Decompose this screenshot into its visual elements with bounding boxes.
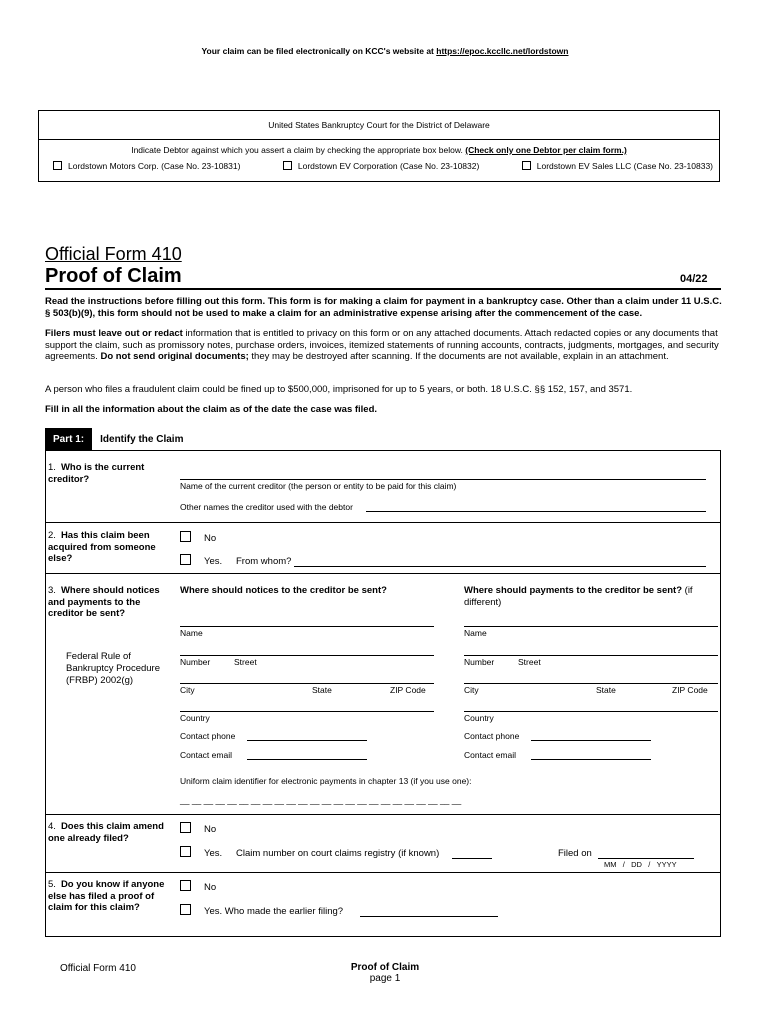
notice-city-line[interactable] — [180, 683, 434, 684]
notices-heading: Where should notices to the creditor be sent? — [180, 585, 387, 596]
footer-form-number: Official Form 410 — [60, 963, 136, 974]
from-whom-line[interactable] — [294, 566, 706, 567]
q2-yes-label: Yes. — [204, 556, 223, 567]
part1-header — [45, 428, 183, 451]
payment-state-label: State — [596, 685, 616, 695]
q5-yes-checkbox[interactable] — [180, 904, 191, 915]
notice-state-label: State — [312, 685, 332, 695]
payment-street-line[interactable] — [464, 655, 718, 656]
uci-blanks[interactable]: __ __ __ __ __ __ __ __ __ __ __ __ __ __ __ __ __ __ __ __ __ __ __ __ — [180, 795, 462, 805]
q2-no-label: No — [204, 533, 217, 544]
payment-city-line[interactable] — [464, 683, 718, 684]
payment-name-label: Name — [464, 628, 487, 638]
payment-zip-label: ZIP Code — [672, 685, 708, 695]
top-note: Your claim can be filed electronically on KCC's website at https://epoc.kccllc.net/lordstown — [201, 46, 569, 56]
checkbox-icon[interactable] — [522, 161, 531, 170]
claim-number-label: Claim number on court claims registry (if known) — [236, 848, 440, 859]
q2-from-whom-label: From whom? — [236, 556, 292, 567]
payment-phone-label: Contact phone — [464, 731, 520, 741]
payment-street-label: Street — [518, 657, 541, 667]
notice-phone-line[interactable] — [247, 740, 367, 741]
notice-phone-label: Contact phone — [180, 731, 236, 741]
debtor-option-ev-sales[interactable]: Lordstown EV Sales LLC (Case No. 23-10833) — [522, 161, 713, 171]
footer-page: page 1 — [369, 973, 401, 984]
instructions-p4: Fill in all the information about the claim as of the date the case was filed. — [45, 404, 378, 415]
payment-email-label: Contact email — [464, 750, 516, 760]
q4-yes-label: Yes. — [204, 848, 223, 859]
payment-email-line[interactable] — [531, 759, 651, 760]
form-number: Official Form 410 — [45, 244, 182, 264]
instructions-p3: A person who files a fraudulent claim could be fined up to $500,000, imprisoned for up to 5 years, or both. 18 U.S.C. §§ 152, 157, and 3571. — [45, 384, 633, 395]
q5-question: 5. Do you know if anyone else has filed a proof of claim for this claim? — [48, 879, 165, 913]
footer-center — [0, 962, 770, 984]
court-name: United States Bankruptcy Court for the District of Delaware — [39, 111, 719, 140]
notice-city-label: City — [180, 685, 195, 695]
q4-no-label: No — [204, 824, 217, 835]
claim-number-line[interactable] — [452, 858, 492, 859]
uci-label: Uniform claim identifier for electronic payments in chapter 13 (if you use one): — [180, 776, 472, 786]
instructions-p2: Filers must leave out or redact information that is entitled to privacy on this form or on any attached documents. Attach redacted copies or any documents that support the claim, such as promissory notes, purchase orders, invoices, itemized statements of running accounts, contracts, judgments, mortgages, and security agreements. Do not send original documents; they may be destroyed after scanning. If the documents are not available, explain in an attachment. — [45, 328, 719, 362]
debtor-option-ev-corp[interactable]: Lordstown EV Corporation (Case No. 23-10832) — [283, 161, 479, 171]
footer-title: Proof of Claim — [350, 962, 420, 973]
other-names-line[interactable] — [366, 511, 706, 512]
form-title: Proof of Claim — [45, 265, 182, 287]
creditor-name-line[interactable] — [180, 479, 706, 480]
date-format: MM / DD / YYYY — [604, 860, 677, 869]
payment-phone-line[interactable] — [531, 740, 651, 741]
part1-label: Part 1: — [45, 428, 92, 451]
frbp-rule: Federal Rule of Bankruptcy Procedure (FRBP) 2002(g) — [66, 651, 160, 686]
notice-zip-label: ZIP Code — [390, 685, 426, 695]
q1-question: 1. Who is the current creditor? — [48, 462, 145, 485]
debtor-instruction: Indicate Debtor against which you assert a claim by checking the appropriate box below. (Check only one Debtor per claim form.) — [131, 145, 627, 155]
other-names-label: Other names the creditor used with the debtor — [180, 502, 353, 512]
q5-no-label: No — [204, 882, 217, 893]
q4-question: 4. Does this claim amend one already filed? — [48, 821, 164, 844]
court-box — [38, 110, 720, 182]
q4-no-checkbox[interactable] — [180, 822, 191, 833]
q4-yes-checkbox[interactable] — [180, 846, 191, 857]
q5-yes-label: Yes. Who made the earlier filing? — [204, 906, 344, 917]
filed-on-label: Filed on — [558, 848, 592, 859]
payments-heading: Where should payments to the creditor be sent? (if different) — [464, 585, 693, 608]
notice-name-line[interactable] — [180, 626, 434, 627]
q5-no-checkbox[interactable] — [180, 880, 191, 891]
notice-country-line[interactable] — [180, 711, 434, 712]
payment-number-label: Number — [464, 657, 495, 667]
form-date: 04/22 — [680, 273, 708, 285]
payment-name-line[interactable] — [464, 626, 718, 627]
notice-number-label: Number — [180, 657, 211, 667]
q2-no-checkbox[interactable] — [180, 531, 191, 542]
debtor-options — [39, 161, 719, 171]
filed-on-line[interactable] — [598, 858, 694, 859]
checkbox-icon[interactable] — [283, 161, 292, 170]
q3-question: 3. Where should notices and payments to the creditor be sent? — [48, 585, 160, 619]
payment-city-label: City — [464, 685, 479, 695]
checkbox-icon[interactable] — [53, 161, 62, 170]
payment-country-line[interactable] — [464, 711, 718, 712]
notice-email-line[interactable] — [247, 759, 367, 760]
instructions-p1: Read the instructions before filling out this form. This form is for making a claim for payment in a bankruptcy case. Other than a claim under 11 U.S.C. § 503(b)(9), this form should not be used to make a claim for an administrative expense arising after the commencement of the case. — [45, 296, 722, 319]
earlier-filing-line[interactable] — [360, 916, 498, 917]
q2-question: 2. Has this claim been acquired from someone else? — [48, 530, 156, 564]
epoc-link[interactable]: https://epoc.kccllc.net/lordstown — [436, 46, 569, 56]
title-rule — [45, 288, 721, 290]
payment-country-label: Country — [464, 713, 494, 723]
notice-country-label: Country — [180, 713, 210, 723]
notice-email-label: Contact email — [180, 750, 232, 760]
notice-street-line[interactable] — [180, 655, 434, 656]
debtor-option-motors[interactable]: Lordstown Motors Corp. (Case No. 23-10831) — [53, 161, 240, 171]
creditor-name-label: Name of the current creditor (the person or entity to be paid for this claim) — [180, 481, 457, 491]
notice-name-label: Name — [180, 628, 203, 638]
notice-street-label: Street — [234, 657, 257, 667]
part1-title: Identify the Claim — [100, 434, 184, 445]
q2-yes-checkbox[interactable] — [180, 554, 191, 565]
